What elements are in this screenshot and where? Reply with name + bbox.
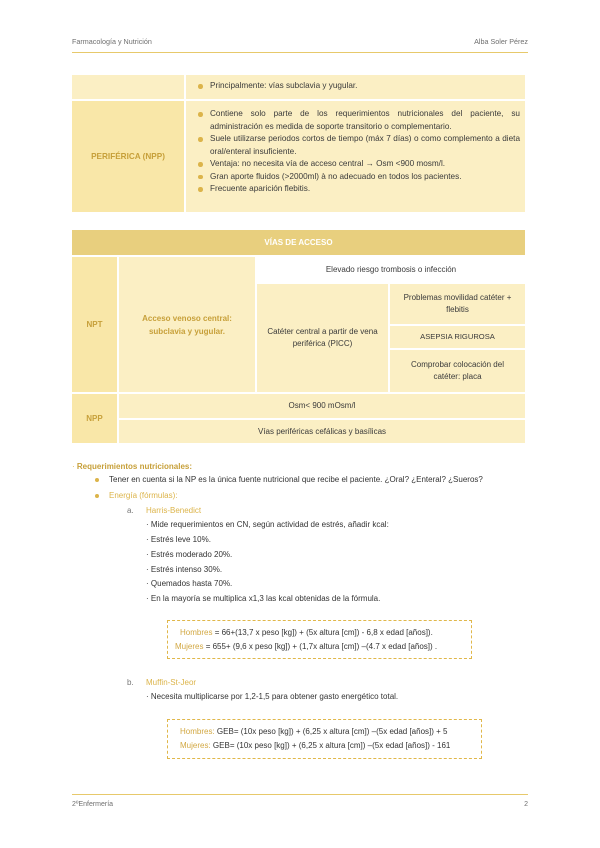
harris-formula-box xyxy=(167,620,472,659)
picc-cell: Catéter central a partir de vena periférica (PICC) xyxy=(257,284,388,392)
header-author: Alba Soler Pérez xyxy=(474,37,528,46)
row1-content-cell xyxy=(186,75,525,99)
list-item: Suele utilizarse periodos cortos de tiempo (máx 7 días) o como complemento a dieta oral/enteral insuficiente. xyxy=(196,133,520,158)
picc-item: Comprobar colocación del catéter: placa xyxy=(390,350,525,392)
header-rule xyxy=(72,52,528,53)
access-title: VÍAS DE ACCESO xyxy=(72,230,525,255)
npt-label: NPT xyxy=(72,257,117,392)
list-item: Gran aporte fluidos (>2000ml) à no adecuado en todos los pacientes. xyxy=(196,171,520,184)
access-routes-table xyxy=(72,230,525,443)
npp-osm: Osm< 900 mOsm/l xyxy=(119,394,525,418)
requirements-title: Requerimientos nutricionales: xyxy=(76,462,193,471)
peripheral-label: PERIFÉRICA (NPP) xyxy=(91,152,165,161)
row2-list xyxy=(186,101,525,196)
npt-access: Acceso venoso central: subclavia y yugular. xyxy=(119,257,255,392)
requirements-item: Tener en cuenta si la NP es la única fuente nutricional que recibe el paciente. ¿Oral? ¿Enteral? ¿Sueros? xyxy=(109,475,483,484)
page-header xyxy=(72,37,528,46)
harris-benedict-title: Harris-Benedict xyxy=(146,506,202,515)
mifflin-formula-men: Hombres: GEB= (10x peso [kg]) + (6,25 x altura [cm]) –(5x edad [años]) + 5 xyxy=(180,727,448,736)
harris-item: · Estrés leve 10%. xyxy=(146,535,211,544)
list-item: Principalmente: vías subclavia y yugular. xyxy=(196,80,515,93)
footer-rule xyxy=(72,794,528,795)
parenteral-table xyxy=(72,75,525,212)
mifflin-formula-box xyxy=(167,719,482,759)
row2-label-cell xyxy=(72,101,184,212)
npp-label: NPP xyxy=(72,394,117,443)
harris-formula-women: Mujeres = 655+ (9,6 x peso [kg]) + (1,7x altura [cm]) –(4.7 x edad [años]) . xyxy=(175,642,438,651)
harris-item: · Quemados hasta 70%. xyxy=(146,579,233,588)
npt-risk: Elevado riesgo trombosis o infección xyxy=(257,257,525,282)
harris-formula-men: Hombres = 66+(13,7 x peso [kg]) + (5x altura [cm]) - 6,8 x edad [años]). xyxy=(180,628,433,637)
npp-veins: Vías periféricas cefálicas y basílicas xyxy=(119,420,525,443)
harris-item: · Estrés moderado 20%. xyxy=(146,550,233,559)
page-number: 2 xyxy=(524,801,528,808)
row2-content-cell xyxy=(186,101,525,212)
b-marker: b. xyxy=(127,678,134,687)
bullet-icon xyxy=(95,478,99,482)
requirements-heading: · Requerimientos nutricionales: xyxy=(72,462,193,471)
row1-label-cell xyxy=(72,75,184,99)
picc-item: ASEPSIA RIGUROSA xyxy=(390,326,525,348)
mifflin-item: · Necesita multiplicarse por 1,2-1,5 para obtener gasto energético total. xyxy=(146,692,399,701)
row1-list xyxy=(186,75,525,93)
footer-course: 2ºEnfermería xyxy=(72,801,114,808)
list-item: Contiene solo parte de los requerimientos nutricionales del paciente, su administración es medida de soporte transitorio o complementario. xyxy=(196,108,520,133)
header-subject: Farmacología y Nutrición xyxy=(72,37,152,46)
harris-item: · Estrés intenso 30%. xyxy=(146,565,223,574)
list-item: Frecuente aparición flebitis. xyxy=(196,183,520,196)
harris-item: · En la mayoría se multiplica x1,3 las kcal obtenidas de la fórmula. xyxy=(146,594,381,603)
mifflin-formula-women: Mujeres: GEB= (10x peso [kg]) + (6,25 x altura [cm]) –(5x edad [años]) - 161 xyxy=(180,741,451,750)
a-marker: a. xyxy=(127,506,134,515)
page-footer xyxy=(72,801,528,808)
list-item: Ventaja: no necesita vía de acceso central → Osm <900 mosm/l. xyxy=(196,158,520,171)
bullet-icon xyxy=(95,494,99,498)
harris-item: · Mide requerimientos en CN, según actividad de estrés, añadir kcal: xyxy=(146,520,389,529)
mifflin-title: Muffin-St-Jeor xyxy=(146,678,197,687)
energy-title: Energía (fórmulas): xyxy=(109,491,178,500)
picc-item: Problemas movilidad catéter + flebitis xyxy=(390,284,525,324)
